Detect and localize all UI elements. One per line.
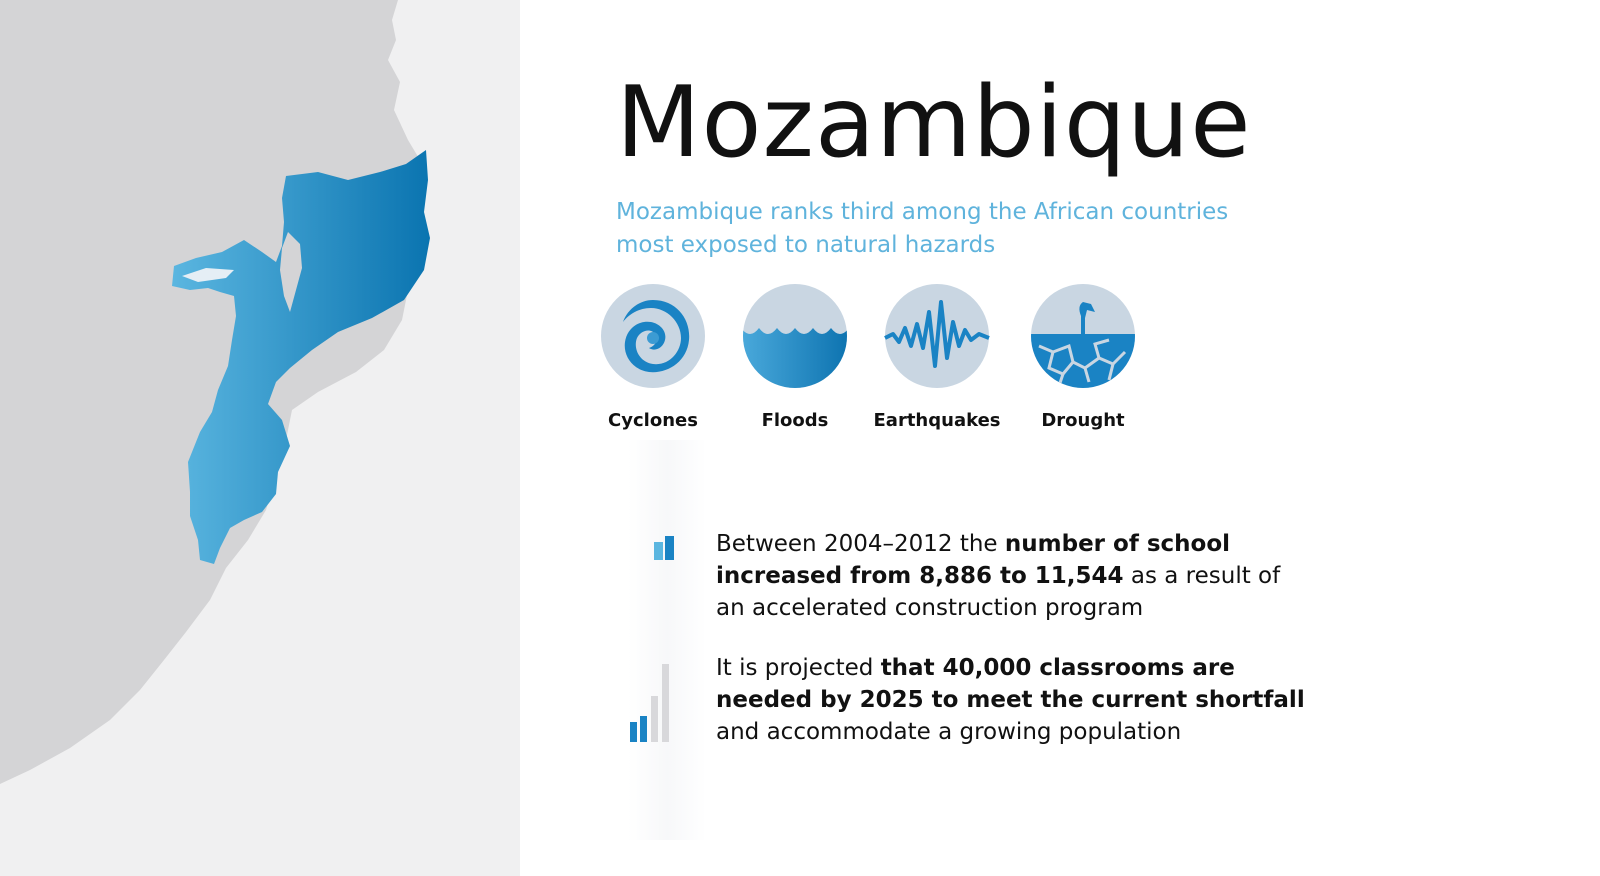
hazard-label-earthquakes: Earthquakes — [873, 410, 1001, 431]
hazard-floods — [720, 282, 870, 431]
flood-icon — [741, 282, 849, 390]
cyclone-icon — [599, 282, 707, 390]
stat-1-text-bold: number of school increased from 8,886 to 11,544 — [716, 531, 1231, 589]
mozambique-map — [0, 0, 520, 876]
stat-2-text-b: and accommodate a growing population — [716, 719, 1182, 745]
africa-landmass — [0, 0, 420, 784]
content-panel — [520, 0, 1600, 876]
bar-chart-icon — [654, 536, 676, 560]
page-title: Mozambique — [616, 66, 1252, 180]
hazard-earthquakes — [862, 282, 1012, 431]
stat-1-text-b: as a result of an accelerated construction program — [716, 563, 1281, 621]
drought-icon — [1029, 282, 1137, 390]
stat-2-text-bold: that 40,000 classrooms are needed by 2025 to meet the current shortfall — [716, 655, 1305, 713]
hazard-drought — [1008, 282, 1158, 431]
hazard-label-drought: Drought — [1041, 410, 1125, 431]
growth-bar-chart-icon — [630, 660, 676, 744]
map-panel — [0, 0, 520, 876]
earthquake-icon — [883, 282, 991, 390]
subtitle-line-2: most exposed to natural hazards — [616, 232, 996, 258]
stat-1-text-a: Between 2004–2012 the — [716, 531, 1005, 557]
stat-school-construction — [716, 528, 1316, 624]
hazard-label-cyclones: Cyclones — [608, 410, 698, 431]
hazard-label-floods: Floods — [761, 410, 829, 431]
stat-2-text-a: It is projected — [716, 655, 881, 681]
decorative-fade — [628, 440, 706, 840]
stat-classrooms-projection — [716, 652, 1316, 748]
subtitle — [616, 196, 1316, 262]
hazard-cyclones — [578, 282, 728, 431]
subtitle-line-1: Mozambique ranks third among the African countries — [616, 199, 1229, 225]
